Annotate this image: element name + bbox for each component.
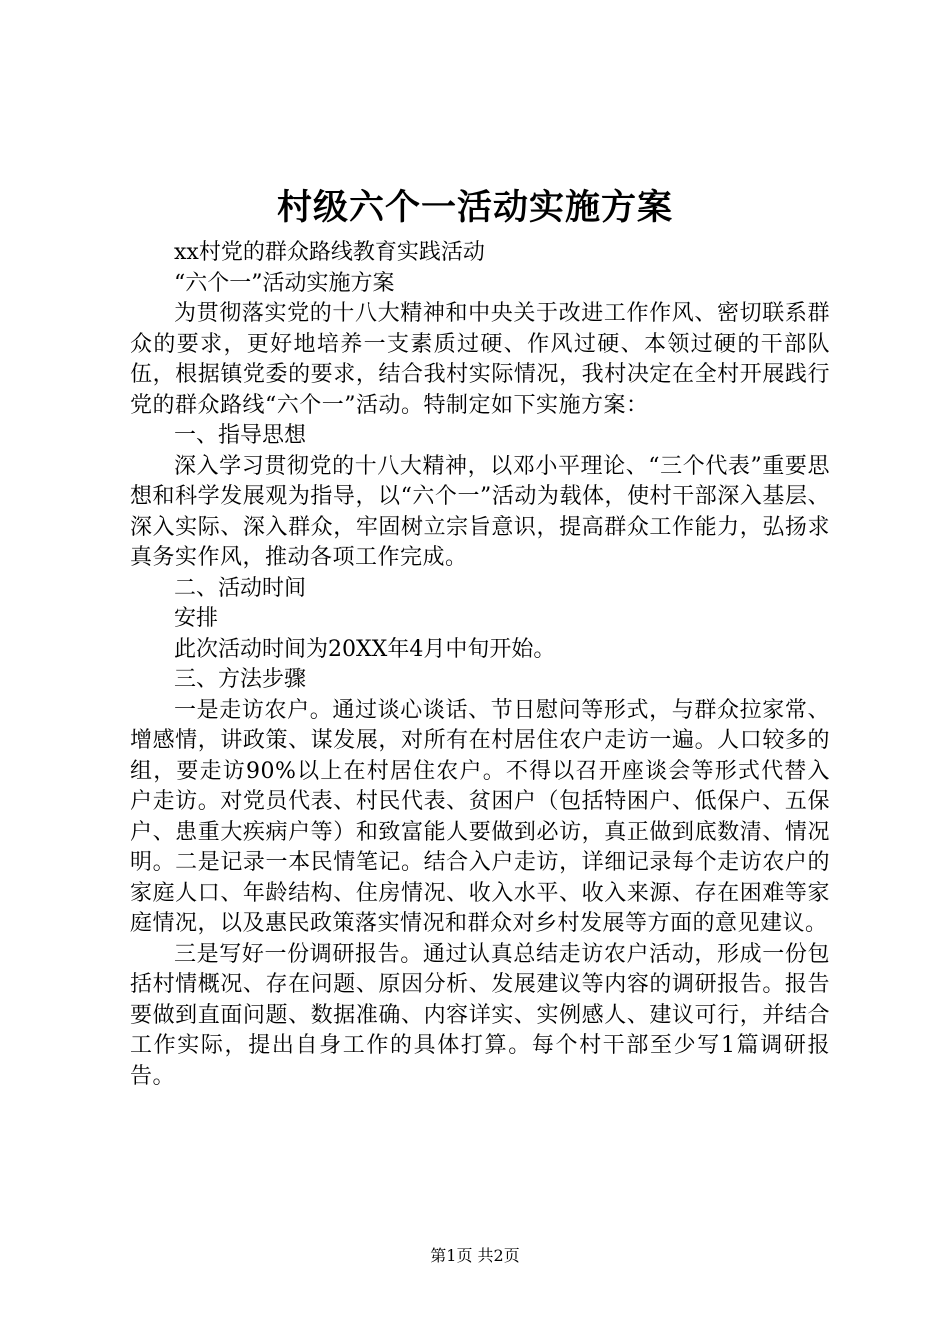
section-2-subheading: 安排 — [174, 606, 219, 631]
section-3-paragraph-2: 三是写好一份调研报告。通过认真总结走访农户活动，形成一份包括村情概况、存在问题、原因分析、发展建议等内容的调研报告。报告要做到直面问题、数据准确、内容详实、实例感人、建议可行，并结合工作实际，提出自身工作的具体打算。每个村干部至少写1篇调研报告。 — [130, 941, 830, 1089]
document-body — [130, 238, 830, 1092]
section-1-heading: 一、指导思想 — [174, 423, 307, 448]
section-3-paragraph-1: 一是走访农户。通过谈心谈话、节日慰问等形式，与群众拉家常、增感情，讲政策、谋发展，对所有在村居住农户走访一遍。人口较多的组，要走访90%以上在村居住农户。不得以召开座谈会等形式代替入户走访。对党员代表、村民代表、贫困户（包括特困户、低保户、五保户、患重大疾病户等）和致富能人要做到必访，真正做到底数清、情况明。二是记录一本民情笔记。结合入户走访，详细记录每个走访农户的家庭人口、年龄结构、住房情况、收入水平、收入来源、存在困难等家庭情况，以及惠民政策落实情况和群众对乡村发展等方面的意见建议。 — [130, 697, 830, 936]
page-footer: 第1页 共2页 — [430, 1246, 520, 1265]
section-2-heading: 二、活动时间 — [174, 575, 307, 601]
document-title: 村级六个一活动实施方案 — [276, 187, 673, 228]
subtitle-line-1: xx村党的群众路线教育实践活动 — [174, 240, 485, 265]
intro-paragraph: 为贯彻落实党的十八大精神和中央关于改进工作作风、密切联系群众的要求，更好地培养一支素质过硬、作风过硬、本领过硬的干部队伍，根据镇党委的要求，结合我村实际情况，我村决定在全村开展践行党的群众路线“六个一”活动。特制定如下实施方案： — [130, 301, 830, 418]
subtitle-line-2: “六个一”活动实施方案 — [174, 270, 395, 296]
section-1-paragraph: 深入学习贯彻党的十八大精神，以邓小平理论、“三个代表”重要思想和科学发展观为指导，以“六个一”活动为载体，使村干部深入基层、深入实际、深入群众，牢固树立宗旨意识，提高群众工作能力，弘扬求真务实作风，推动各项工作完成。 — [130, 453, 830, 570]
section-2-paragraph: 此次活动时间为20XX年4月中旬开始。 — [174, 636, 556, 662]
section-3-heading: 三、方法步骤 — [174, 667, 307, 692]
